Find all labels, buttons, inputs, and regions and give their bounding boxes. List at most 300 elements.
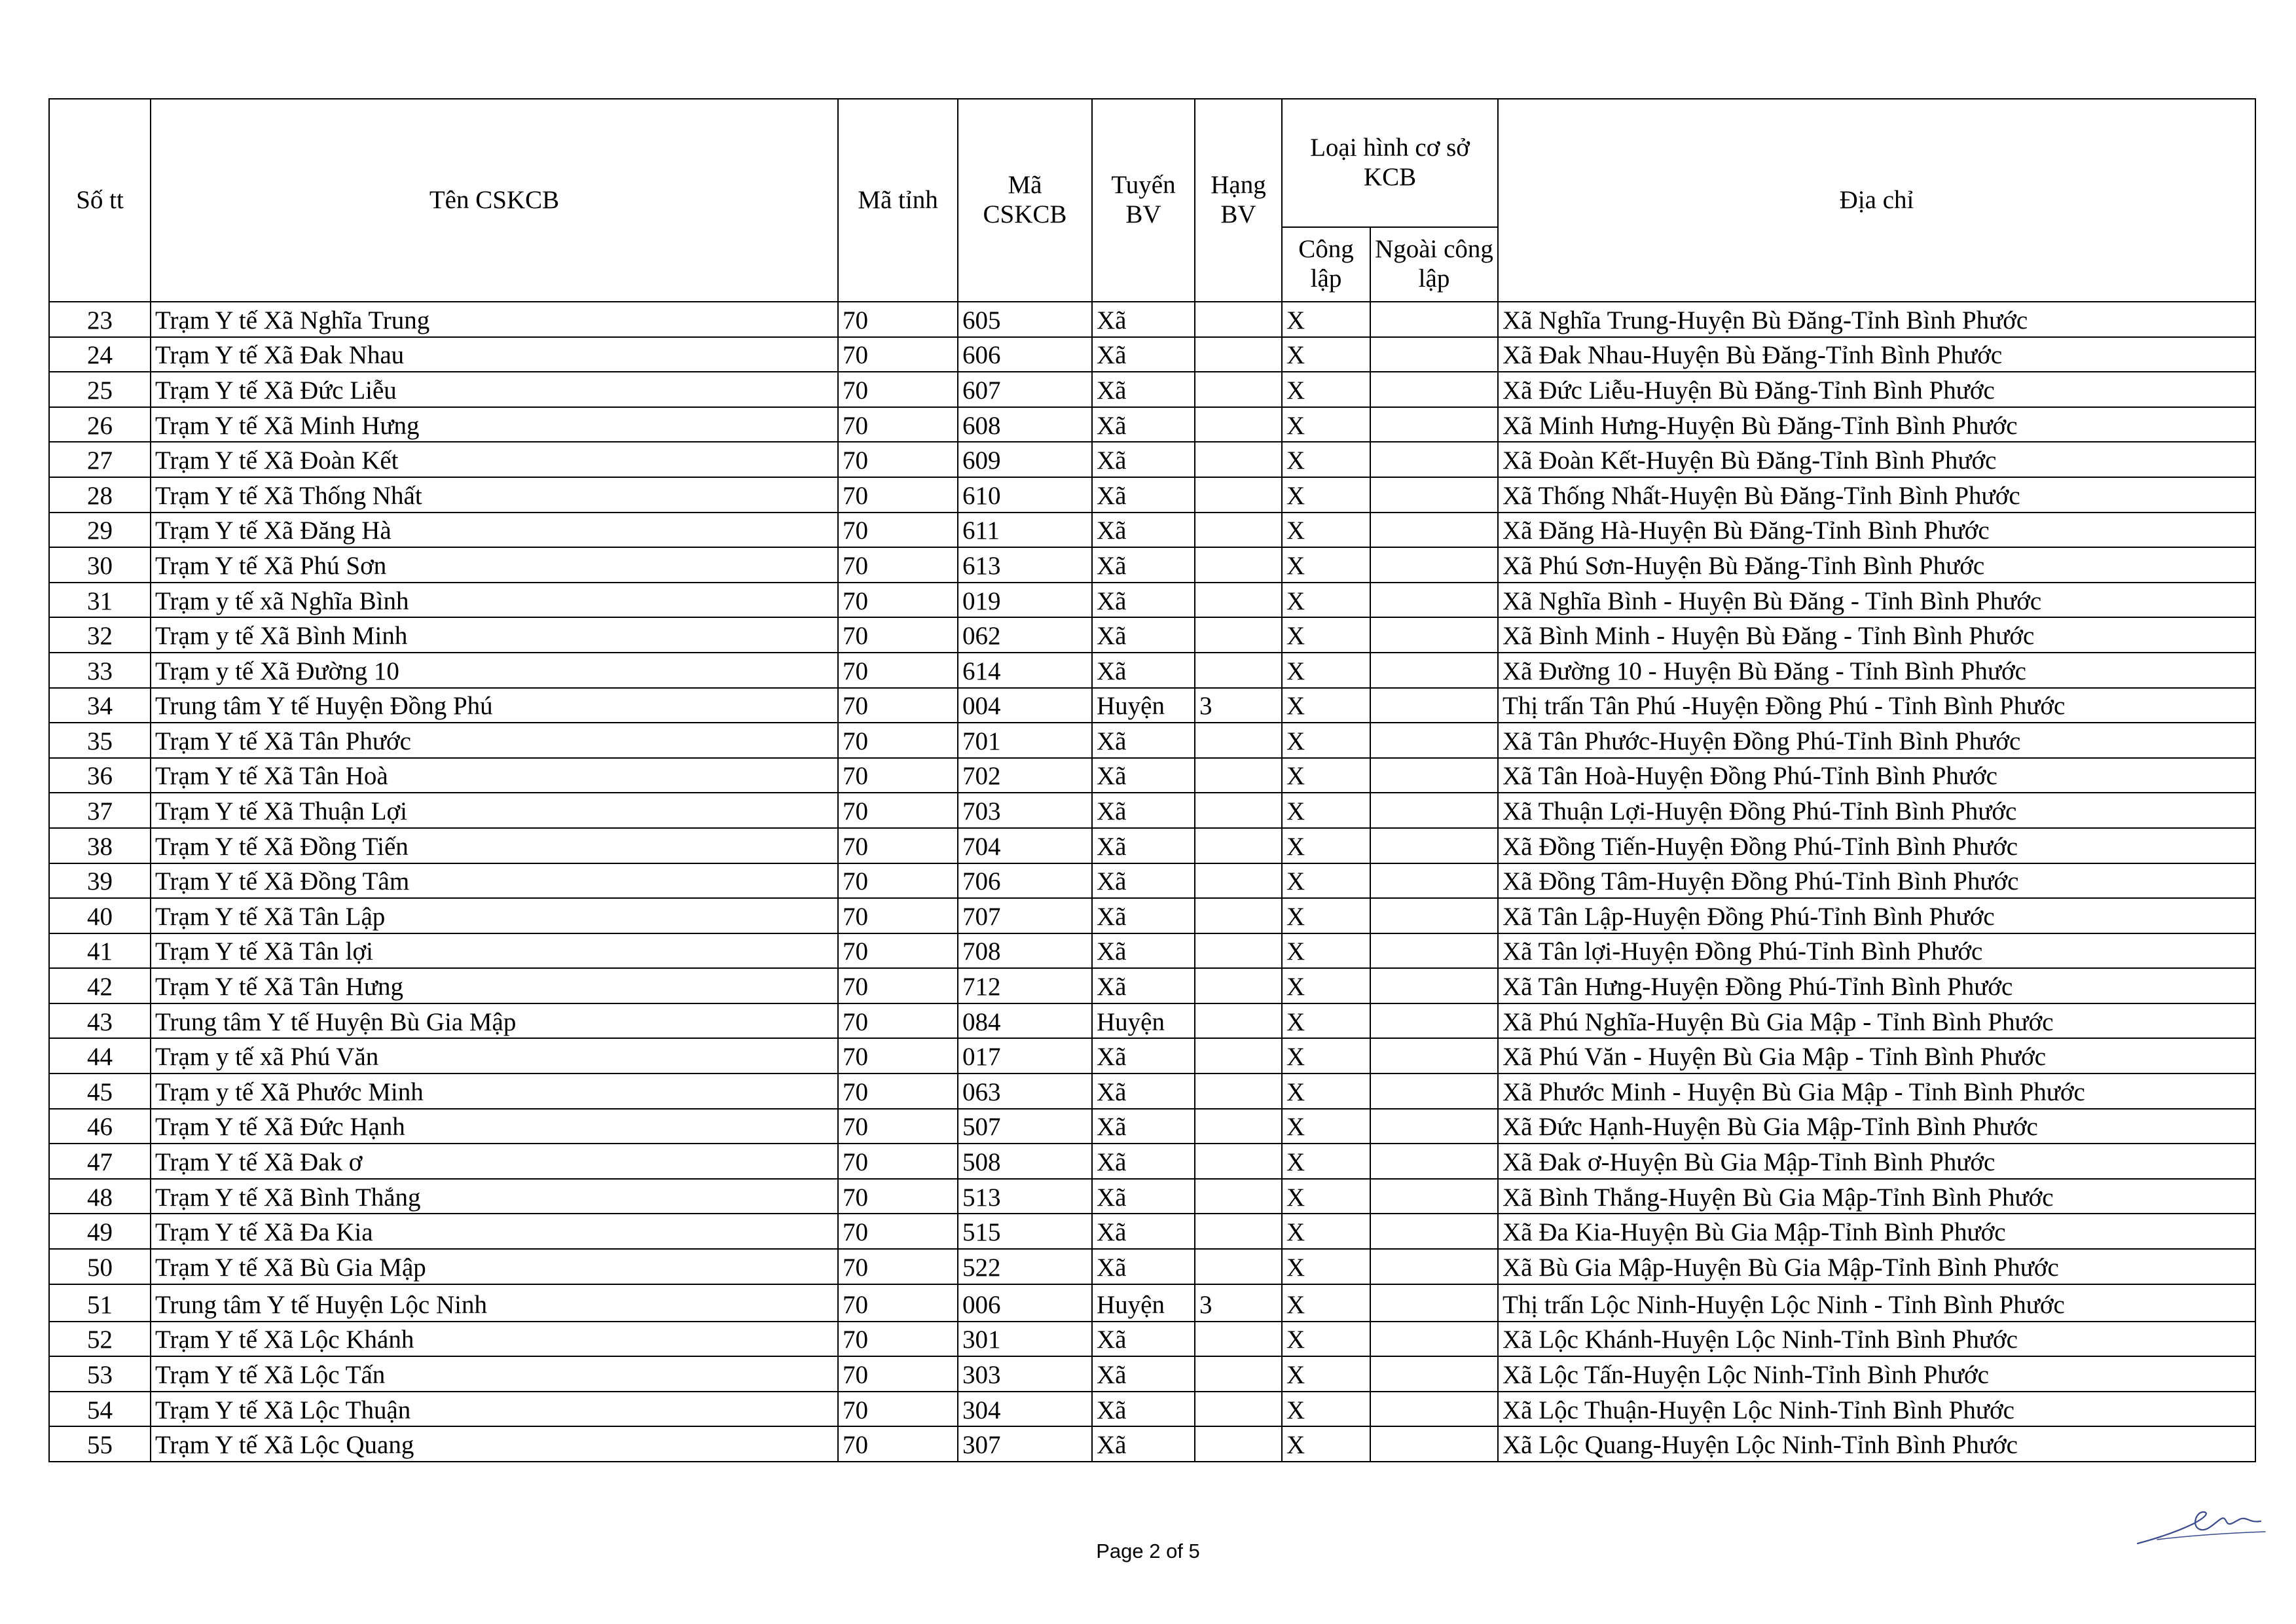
cell-ten-cskcb: Trạm Y tế Xã Đồng Tâm [151,863,838,899]
cell-ma-cskcb: 614 [958,653,1092,688]
cell-hang [1195,372,1282,407]
cell-stt: 44 [49,1038,151,1074]
cell-tuyen: Xã [1092,793,1195,828]
cell-hang [1195,968,1282,1003]
cell-cong-lap: X [1282,583,1370,618]
cell-cong-lap: X [1282,1109,1370,1144]
cell-ma-tinh: 70 [838,968,958,1003]
table-row [49,372,2255,407]
cell-ngoai-cong-lap [1370,758,1498,793]
cell-ma-cskcb: 606 [958,337,1092,372]
cell-ngoai-cong-lap [1370,583,1498,618]
cell-cong-lap: X [1282,1214,1370,1249]
cell-ten-cskcb: Trạm y tế Xã Bình Minh [151,617,838,653]
cell-dia-chi: Xã Đak Nhau-Huyện Bù Đăng-Tỉnh Bình Phước [1498,337,2255,372]
cell-ten-cskcb: Trung tâm Y tế Huyện Bù Gia Mập [151,1003,838,1039]
cell-stt: 34 [49,688,151,723]
cell-ngoai-cong-lap [1370,968,1498,1003]
cell-ngoai-cong-lap [1370,1284,1498,1322]
cell-hang [1195,1038,1282,1074]
cell-cong-lap: X [1282,407,1370,442]
cell-tuyen: Xã [1092,1392,1195,1427]
table-row [49,1249,2255,1284]
cell-ngoai-cong-lap [1370,1003,1498,1039]
cell-ten-cskcb: Trạm Y tế Xã Đồng Tiến [151,828,838,863]
cell-cong-lap: X [1282,1426,1370,1462]
cell-ma-tinh: 70 [838,653,958,688]
cell-cong-lap: X [1282,1249,1370,1284]
cell-tuyen: Xã [1092,1109,1195,1144]
cell-ngoai-cong-lap [1370,863,1498,899]
cell-stt: 23 [49,302,151,337]
cell-cong-lap: X [1282,477,1370,513]
cell-hang [1195,898,1282,933]
table-row [49,1179,2255,1214]
cell-cong-lap: X [1282,1179,1370,1214]
cell-dia-chi: Xã Đăng Hà-Huyện Bù Đăng-Tỉnh Bình Phước [1498,513,2255,548]
table-row [49,1003,2255,1039]
cell-stt: 28 [49,477,151,513]
cell-tuyen: Xã [1092,1144,1195,1179]
cell-dia-chi: Xã Bình Thắng-Huyện Bù Gia Mập-Tỉnh Bình Phước [1498,1179,2255,1214]
cell-dia-chi: Xã Bình Minh - Huyện Bù Đăng - Tỉnh Bình Phước [1498,617,2255,653]
cell-ma-tinh: 70 [838,1249,958,1284]
cell-ngoai-cong-lap [1370,617,1498,653]
table-row [49,968,2255,1003]
cell-ma-tinh: 70 [838,688,958,723]
cell-ma-cskcb: 702 [958,758,1092,793]
cell-ngoai-cong-lap [1370,1356,1498,1392]
table-row [49,1214,2255,1249]
table-row [49,793,2255,828]
cell-tuyen: Xã [1092,442,1195,477]
cell-ma-cskcb: 063 [958,1074,1092,1109]
table-row [49,513,2255,548]
cell-ten-cskcb: Trạm Y tế Xã Đức Liễu [151,372,838,407]
cell-cong-lap: X [1282,617,1370,653]
cell-dia-chi: Thị trấn Tân Phú -Huyện Đồng Phú - Tỉnh Bình Phước [1498,688,2255,723]
page-number: Page 2 of 5 [1096,1540,1200,1562]
cell-ma-tinh: 70 [838,477,958,513]
cell-tuyen: Xã [1092,302,1195,337]
cell-hang [1195,863,1282,899]
table-row [49,1038,2255,1074]
table-row [49,933,2255,969]
cell-hang [1195,1356,1282,1392]
cell-ngoai-cong-lap [1370,933,1498,969]
cell-dia-chi: Xã Đoàn Kết-Huyện Bù Đăng-Tỉnh Bình Phước [1498,442,2255,477]
cell-hang: 3 [1195,688,1282,723]
table-row [49,1322,2255,1357]
cell-ma-cskcb: 613 [958,547,1092,583]
cell-ten-cskcb: Trung tâm Y tế Huyện Lộc Ninh [151,1284,838,1322]
cell-hang [1195,1003,1282,1039]
cell-ma-cskcb: 712 [958,968,1092,1003]
cell-ma-tinh: 70 [838,1214,958,1249]
cell-dia-chi: Xã Đồng Tâm-Huyện Đồng Phú-Tỉnh Bình Phước [1498,863,2255,899]
cell-ma-tinh: 70 [838,513,958,548]
cell-ten-cskcb: Trạm Y tế Xã Lộc Thuận [151,1392,838,1427]
cell-tuyen: Xã [1092,828,1195,863]
cell-ten-cskcb: Trạm Y tế Xã Lộc Khánh [151,1322,838,1357]
cell-stt: 25 [49,372,151,407]
cell-ngoai-cong-lap [1370,477,1498,513]
cell-dia-chi: Xã Nghĩa Bình - Huyện Bù Đăng - Tỉnh Bình Phước [1498,583,2255,618]
cell-cong-lap: X [1282,1322,1370,1357]
cell-hang [1195,653,1282,688]
cell-ten-cskcb: Trạm Y tế Xã Đăng Hà [151,513,838,548]
cell-cong-lap: X [1282,302,1370,337]
cell-ngoai-cong-lap [1370,1109,1498,1144]
header-ten-cskcb: Tên CSKCB [151,99,838,302]
cell-hang [1195,513,1282,548]
cell-cong-lap: X [1282,793,1370,828]
header-tuyen-bv: Tuyến BV [1092,99,1195,302]
cell-cong-lap: X [1282,968,1370,1003]
cell-ma-cskcb: 701 [958,723,1092,758]
cell-ma-tinh: 70 [838,723,958,758]
header-ngoai-cong-lap: Ngoài công lập [1370,227,1498,302]
cell-hang [1195,1426,1282,1462]
cell-ma-tinh: 70 [838,758,958,793]
cell-dia-chi: Xã Lộc Khánh-Huyện Lộc Ninh-Tỉnh Bình Phước [1498,1322,2255,1357]
cell-ma-tinh: 70 [838,337,958,372]
cell-ma-cskcb: 703 [958,793,1092,828]
cell-hang [1195,1179,1282,1214]
cell-dia-chi: Xã Tân Phước-Huyện Đồng Phú-Tỉnh Bình Phước [1498,723,2255,758]
cell-ngoai-cong-lap [1370,1322,1498,1357]
cell-ma-tinh: 70 [838,407,958,442]
cell-hang [1195,1249,1282,1284]
cell-tuyen: Xã [1092,723,1195,758]
cell-ngoai-cong-lap [1370,828,1498,863]
cell-ma-cskcb: 608 [958,407,1092,442]
cell-stt: 45 [49,1074,151,1109]
table-row [49,1074,2255,1109]
cell-ma-tinh: 70 [838,1392,958,1427]
table-row [49,477,2255,513]
cell-ma-tinh: 70 [838,828,958,863]
cell-ten-cskcb: Trạm Y tế Xã Bù Gia Mập [151,1249,838,1284]
cell-ten-cskcb: Trạm Y tế Xã Tân lợi [151,933,838,969]
cell-dia-chi: Xã Đa Kia-Huyện Bù Gia Mập-Tỉnh Bình Phước [1498,1214,2255,1249]
cell-ma-tinh: 70 [838,1426,958,1462]
cell-ma-cskcb: 062 [958,617,1092,653]
cell-tuyen: Huyện [1092,688,1195,723]
cell-ten-cskcb: Trạm y tế Xã Phước Minh [151,1074,838,1109]
cell-stt: 30 [49,547,151,583]
cell-ten-cskcb: Trạm Y tế Xã Tân Hoà [151,758,838,793]
cell-ten-cskcb: Trạm Y tế Xã Thuận Lợi [151,793,838,828]
cell-ma-tinh: 70 [838,1038,958,1074]
cell-stt: 40 [49,898,151,933]
cell-ma-cskcb: 513 [958,1179,1092,1214]
cell-ma-cskcb: 017 [958,1038,1092,1074]
cell-ma-cskcb: 704 [958,828,1092,863]
table-row [49,898,2255,933]
cell-ngoai-cong-lap [1370,653,1498,688]
cell-stt: 37 [49,793,151,828]
cell-dia-chi: Xã Phú Nghĩa-Huyện Bù Gia Mập - Tỉnh Bình Phước [1498,1003,2255,1039]
cell-dia-chi: Xã Thuận Lợi-Huyện Đồng Phú-Tỉnh Bình Phước [1498,793,2255,828]
cell-ten-cskcb: Trạm Y tế Xã Tân Hưng [151,968,838,1003]
cell-ma-cskcb: 307 [958,1426,1092,1462]
cell-hang [1195,933,1282,969]
cell-ngoai-cong-lap [1370,1144,1498,1179]
cell-hang [1195,723,1282,758]
cell-stt: 42 [49,968,151,1003]
cell-ten-cskcb: Trạm y tế xã Phú Văn [151,1038,838,1074]
cell-ma-tinh: 70 [838,793,958,828]
cell-ten-cskcb: Trạm Y tế Xã Minh Hưng [151,407,838,442]
cell-stt: 41 [49,933,151,969]
cell-ngoai-cong-lap [1370,1038,1498,1074]
cell-stt: 46 [49,1109,151,1144]
cell-cong-lap: X [1282,372,1370,407]
table-row [49,688,2255,723]
table-row [49,863,2255,899]
cell-stt: 53 [49,1356,151,1392]
cell-cong-lap: X [1282,1038,1370,1074]
cell-ma-tinh: 70 [838,1144,958,1179]
cell-ma-cskcb: 605 [958,302,1092,337]
cell-hang [1195,1392,1282,1427]
cell-ngoai-cong-lap [1370,898,1498,933]
cell-ngoai-cong-lap [1370,1426,1498,1462]
cell-cong-lap: X [1282,1003,1370,1039]
cell-ngoai-cong-lap [1370,1214,1498,1249]
cell-ten-cskcb: Trạm y tế Xã Đường 10 [151,653,838,688]
table-row [49,1284,2255,1322]
cell-dia-chi: Xã Lộc Thuận-Huyện Lộc Ninh-Tỉnh Bình Phước [1498,1392,2255,1427]
table-row [49,407,2255,442]
cell-tuyen: Xã [1092,1322,1195,1357]
cell-ten-cskcb: Trạm Y tế Xã Đoàn Kết [151,442,838,477]
cell-cong-lap: X [1282,863,1370,899]
cell-stt: 51 [49,1284,151,1322]
table-row [49,828,2255,863]
cell-ma-cskcb: 515 [958,1214,1092,1249]
table-row [49,617,2255,653]
facility-table [48,98,2256,1462]
table-row [49,723,2255,758]
cell-hang [1195,407,1282,442]
cell-ngoai-cong-lap [1370,1392,1498,1427]
table-row [49,1144,2255,1179]
cell-cong-lap: X [1282,688,1370,723]
cell-ten-cskcb: Trạm Y tế Xã Lộc Quang [151,1426,838,1462]
cell-cong-lap: X [1282,337,1370,372]
cell-dia-chi: Xã Đức Hạnh-Huyện Bù Gia Mập-Tỉnh Bình Phước [1498,1109,2255,1144]
header-cong-lap: Công lập [1282,227,1370,302]
signature-icon [2131,1499,2275,1551]
cell-dia-chi: Xã Đức Liễu-Huyện Bù Đăng-Tỉnh Bình Phước [1498,372,2255,407]
header-loai-hinh: Loại hình cơ sở KCB [1282,99,1498,227]
cell-ma-cskcb: 610 [958,477,1092,513]
cell-cong-lap: X [1282,828,1370,863]
table-row [49,1109,2255,1144]
table-row [49,758,2255,793]
cell-ten-cskcb: Trạm Y tế Xã Bình Thắng [151,1179,838,1214]
cell-ma-tinh: 70 [838,547,958,583]
cell-ma-cskcb: 006 [958,1284,1092,1322]
cell-ngoai-cong-lap [1370,1249,1498,1284]
cell-dia-chi: Xã Lộc Tấn-Huyện Lộc Ninh-Tỉnh Bình Phước [1498,1356,2255,1392]
cell-tuyen: Xã [1092,337,1195,372]
cell-stt: 43 [49,1003,151,1039]
cell-tuyen: Huyện [1092,1003,1195,1039]
cell-ma-tinh: 70 [838,442,958,477]
cell-tuyen: Xã [1092,1179,1195,1214]
cell-stt: 52 [49,1322,151,1357]
cell-cong-lap: X [1282,1074,1370,1109]
cell-dia-chi: Xã Phú Văn - Huyện Bù Gia Mập - Tỉnh Bình Phước [1498,1038,2255,1074]
cell-ten-cskcb: Trạm Y tế Xã Đak Nhau [151,337,838,372]
cell-dia-chi: Xã Bù Gia Mập-Huyện Bù Gia Mập-Tỉnh Bình Phước [1498,1249,2255,1284]
cell-cong-lap: X [1282,1356,1370,1392]
cell-stt: 49 [49,1214,151,1249]
cell-cong-lap: X [1282,898,1370,933]
cell-ten-cskcb: Trạm Y tế Xã Phú Sơn [151,547,838,583]
cell-ma-cskcb: 607 [958,372,1092,407]
table-body [49,302,2255,1462]
cell-ma-cskcb: 084 [958,1003,1092,1039]
cell-ma-tinh: 70 [838,898,958,933]
cell-ngoai-cong-lap [1370,688,1498,723]
cell-stt: 48 [49,1179,151,1214]
cell-dia-chi: Xã Phú Sơn-Huyện Bù Đăng-Tỉnh Bình Phước [1498,547,2255,583]
table-row [49,302,2255,337]
cell-cong-lap: X [1282,758,1370,793]
cell-ma-tinh: 70 [838,583,958,618]
cell-hang [1195,1144,1282,1179]
cell-tuyen: Xã [1092,758,1195,793]
cell-tuyen: Xã [1092,1214,1195,1249]
table-row [49,1392,2255,1427]
cell-ma-tinh: 70 [838,1003,958,1039]
cell-ngoai-cong-lap [1370,302,1498,337]
cell-hang [1195,1074,1282,1109]
cell-hang [1195,828,1282,863]
cell-tuyen: Xã [1092,653,1195,688]
cell-tuyen: Xã [1092,1356,1195,1392]
cell-ma-cskcb: 301 [958,1322,1092,1357]
cell-tuyen: Xã [1092,547,1195,583]
cell-cong-lap: X [1282,513,1370,548]
cell-ma-cskcb: 304 [958,1392,1092,1427]
cell-dia-chi: Xã Lộc Quang-Huyện Lộc Ninh-Tỉnh Bình Phước [1498,1426,2255,1462]
cell-ma-cskcb: 303 [958,1356,1092,1392]
cell-dia-chi: Xã Minh Hưng-Huyện Bù Đăng-Tỉnh Bình Phước [1498,407,2255,442]
cell-ten-cskcb: Trạm Y tế Xã Lộc Tấn [151,1356,838,1392]
cell-tuyen: Xã [1092,617,1195,653]
cell-ma-cskcb: 004 [958,688,1092,723]
cell-ma-tinh: 70 [838,1322,958,1357]
cell-stt: 24 [49,337,151,372]
cell-dia-chi: Thị trấn Lộc Ninh-Huyện Lộc Ninh - Tỉnh Bình Phước [1498,1284,2255,1322]
cell-ten-cskcb: Trạm Y tế Xã Đak ơ [151,1144,838,1179]
header-stt: Số tt [49,99,151,302]
cell-stt: 31 [49,583,151,618]
cell-ma-tinh: 70 [838,1284,958,1322]
cell-ma-tinh: 70 [838,1356,958,1392]
cell-ten-cskcb: Trung tâm Y tế Huyện Đồng Phú [151,688,838,723]
cell-dia-chi: Xã Thống Nhất-Huyện Bù Đăng-Tỉnh Bình Phước [1498,477,2255,513]
cell-cong-lap: X [1282,1392,1370,1427]
header-hang-bv: Hạng BV [1195,99,1282,302]
cell-tuyen: Xã [1092,1249,1195,1284]
cell-tuyen: Xã [1092,898,1195,933]
cell-ten-cskcb: Trạm Y tế Xã Thống Nhất [151,477,838,513]
cell-ma-tinh: 70 [838,1074,958,1109]
cell-ma-tinh: 70 [838,617,958,653]
cell-dia-chi: Xã Tân Hoà-Huyện Đồng Phú-Tỉnh Bình Phước [1498,758,2255,793]
cell-cong-lap: X [1282,1284,1370,1322]
cell-ngoai-cong-lap [1370,337,1498,372]
cell-ngoai-cong-lap [1370,723,1498,758]
cell-hang [1195,583,1282,618]
table-row [49,547,2255,583]
cell-stt: 55 [49,1426,151,1462]
cell-ma-tinh: 70 [838,302,958,337]
cell-tuyen: Xã [1092,372,1195,407]
cell-ma-tinh: 70 [838,372,958,407]
table-row [49,1426,2255,1462]
cell-hang: 3 [1195,1284,1282,1322]
cell-ma-cskcb: 609 [958,442,1092,477]
cell-dia-chi: Xã Tân Lập-Huyện Đồng Phú-Tỉnh Bình Phước [1498,898,2255,933]
cell-dia-chi: Xã Đak ơ-Huyện Bù Gia Mập-Tỉnh Bình Phước [1498,1144,2255,1179]
cell-cong-lap: X [1282,653,1370,688]
cell-tuyen: Xã [1092,407,1195,442]
cell-ma-cskcb: 019 [958,583,1092,618]
cell-tuyen: Xã [1092,1074,1195,1109]
cell-hang [1195,1109,1282,1144]
cell-dia-chi: Xã Phước Minh - Huyện Bù Gia Mập - Tỉnh Bình Phước [1498,1074,2255,1109]
cell-stt: 47 [49,1144,151,1179]
cell-dia-chi: Xã Tân Hưng-Huyện Đồng Phú-Tỉnh Bình Phước [1498,968,2255,1003]
cell-hang [1195,477,1282,513]
cell-ten-cskcb: Trạm Y tế Xã Tân Lập [151,898,838,933]
table-row [49,1356,2255,1392]
cell-ten-cskcb: Trạm y tế xã Nghĩa Bình [151,583,838,618]
cell-tuyen: Xã [1092,863,1195,899]
cell-dia-chi: Xã Tân lợi-Huyện Đồng Phú-Tỉnh Bình Phước [1498,933,2255,969]
cell-ma-cskcb: 522 [958,1249,1092,1284]
cell-ma-tinh: 70 [838,933,958,969]
cell-stt: 27 [49,442,151,477]
cell-hang [1195,337,1282,372]
cell-ngoai-cong-lap [1370,407,1498,442]
cell-cong-lap: X [1282,1144,1370,1179]
header-ma-cskcb: Mã CSKCB [958,99,1092,302]
cell-stt: 50 [49,1249,151,1284]
cell-stt: 36 [49,758,151,793]
table-row [49,337,2255,372]
cell-tuyen: Xã [1092,477,1195,513]
cell-ma-cskcb: 507 [958,1109,1092,1144]
cell-hang [1195,793,1282,828]
cell-ngoai-cong-lap [1370,547,1498,583]
cell-ma-tinh: 70 [838,863,958,899]
cell-ngoai-cong-lap [1370,1179,1498,1214]
cell-hang [1195,1214,1282,1249]
cell-ngoai-cong-lap [1370,513,1498,548]
cell-stt: 39 [49,863,151,899]
cell-ten-cskcb: Trạm Y tế Xã Đức Hạnh [151,1109,838,1144]
header-dia-chi: Địa chỉ [1498,99,2255,302]
cell-stt: 54 [49,1392,151,1427]
